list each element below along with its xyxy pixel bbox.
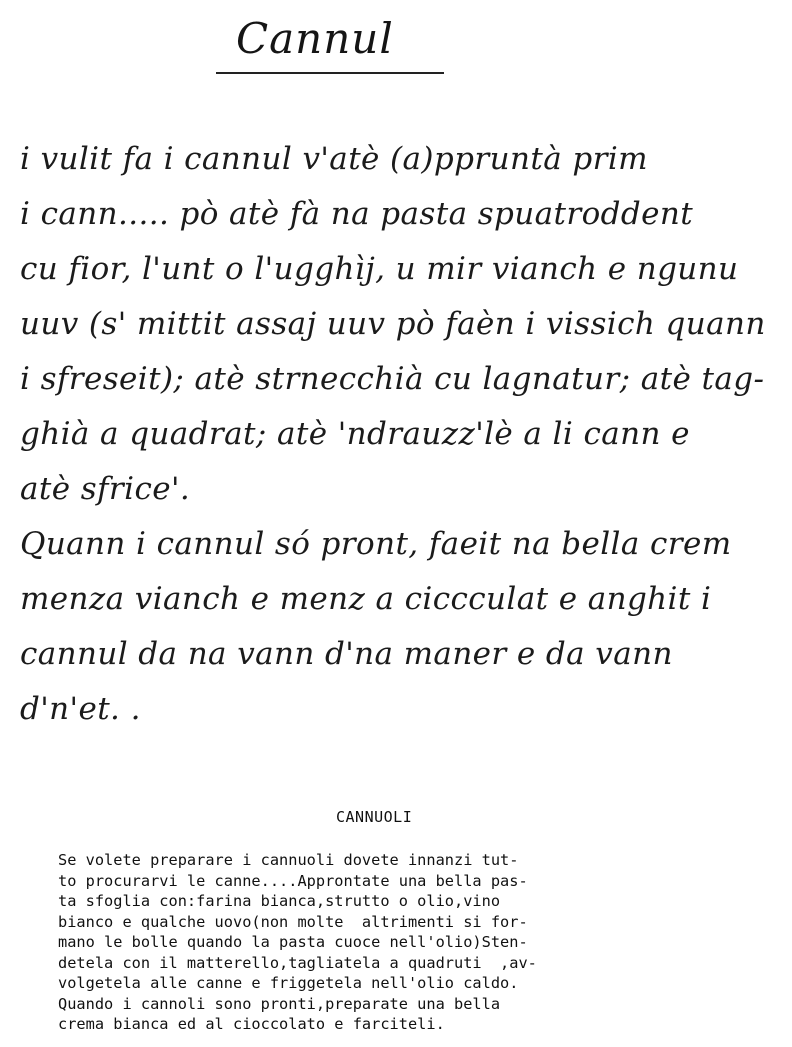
- typed-line: bianco e qualche uovo(non molte altrimenti si for-: [58, 912, 528, 931]
- title-underline: [216, 72, 444, 74]
- typed-line: crema bianca ed al cioccolato e farciteli.: [58, 1015, 445, 1033]
- typed-line: volgetela alle canne e friggetela nell'olio caldo.: [58, 974, 519, 992]
- handwritten-line: cu fior, l'unt o l'ugghìj, u mir vianch e ngunu: [20, 251, 739, 287]
- handwritten-title: Cannul: [236, 14, 394, 63]
- handwritten-line: i sfreseit); atè strnecchià cu lagnatur; atè tag-: [20, 361, 765, 397]
- handwritten-recipe: [20, 132, 780, 737]
- handwritten-line: menza vianch e menz a ciccculat e anghit i: [20, 581, 712, 617]
- handwritten-line: i vulit fa i cannul v'atè (a)ppruntà prim: [20, 141, 648, 177]
- handwritten-line: d'n'et. .: [20, 691, 141, 727]
- handwritten-line: ghià a quadrat; atè 'ndrauzz'lè a li cann e: [20, 416, 690, 452]
- typed-title: CANNUOLI: [336, 808, 413, 826]
- handwritten-line: cannul da na vann d'na maner e da vann: [20, 636, 673, 672]
- typed-recipe: [58, 850, 537, 1035]
- handwritten-line: i cann..... pò atè fà na pasta spuatroddent: [20, 196, 694, 232]
- typed-line: ta sfoglia con:farina bianca,strutto o olio,vino: [58, 892, 501, 910]
- handwritten-line: Quann i cannul só pront, faeit na bella crem: [20, 526, 732, 562]
- handwritten-line: atè sfrice'.: [20, 471, 191, 507]
- typed-line: mano le bolle quando la pasta cuoce nell'olio)Sten-: [58, 933, 528, 951]
- typed-line: Quando i cannoli sono pronti,preparate una bella: [58, 994, 501, 1013]
- handwritten-line: uuv (s' mittit assaj uuv pò faèn i vissich quann: [20, 306, 766, 342]
- typed-line: to procurarvi le canne....Approntate una bella pas-: [58, 871, 528, 890]
- typed-line: detela con il matterello,tagliatela a quadruti ,av-: [58, 953, 537, 972]
- typed-line: Se volete preparare i cannuoli dovete innanzi tut-: [58, 851, 519, 869]
